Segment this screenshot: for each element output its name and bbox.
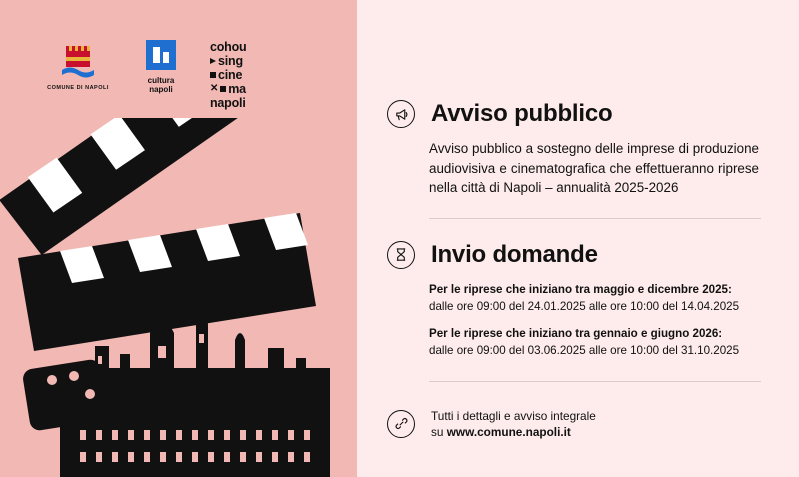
triangle-glyph-icon [210,58,216,64]
logo-comune-label: COMUNE DI NAPOLI [47,85,109,91]
invio-title: Invio domande [431,240,598,268]
right-panel [357,0,799,477]
link-line-2 [431,424,596,440]
section-invio-domande [387,219,761,382]
invio-block [387,283,761,313]
cohousing-line5: napoli [210,96,246,110]
section-link [387,382,761,440]
cohousing-line4: ma [228,82,246,96]
section-avviso-pubblico [387,0,761,219]
x-glyph-icon: ✕ [210,83,219,95]
logo-cultura-napoli [138,40,184,94]
square-glyph-icon [210,72,216,78]
logo-cohousing-cinema-napoli [210,40,247,111]
cohousing-line2: sing [218,54,243,68]
link-prefix: su [431,424,447,439]
invio-block-detail: dalle ore 09:00 del 03.06.2025 alle ore 10:00 del 31.10.2025 [429,343,740,357]
cultura-n-icon [146,40,176,70]
hourglass-icon [387,241,415,269]
clapperboard-artwork [0,118,357,477]
comune-crest-icon [58,40,98,80]
invio-block [387,327,761,357]
logo-row [44,40,247,111]
avviso-header [387,100,761,128]
logo-comune-di-napoli [44,40,112,91]
avviso-description: Avviso pubblico a sostegno delle imprese di produzione audiovisiva e cinematografica che effettueranno riprese nella città di Napoli – annualità 2025-2026 [429,141,759,195]
avviso-title: Avviso pubblico [431,100,613,127]
megaphone-icon [387,100,415,128]
invio-header [387,241,761,269]
link-text [431,408,596,440]
website-link[interactable]: www.comune.napoli.it [446,424,571,439]
link-line-1: Tutti i dettagli e avviso integrale [431,408,596,423]
divider-2 [429,381,761,382]
square-glyph-icon-2 [220,86,226,92]
cohousing-line1: cohou [210,40,247,54]
invio-block-detail: dalle ore 09:00 del 24.01.2025 alle ore 10:00 del 14.04.2025 [429,299,740,313]
invio-block-heading: Per le riprese che iniziano tra gennaio e giugno 2026: [429,326,723,340]
cohousing-line3: cine [218,68,243,82]
logo-cultura-label-line1: cultura [147,76,175,85]
left-panel [0,0,357,477]
invio-block-heading: Per le riprese che iniziano tra maggio e dicembre 2025: [429,282,732,296]
link-icon [387,410,415,438]
logo-cultura-label-line2: napoli [149,85,173,94]
